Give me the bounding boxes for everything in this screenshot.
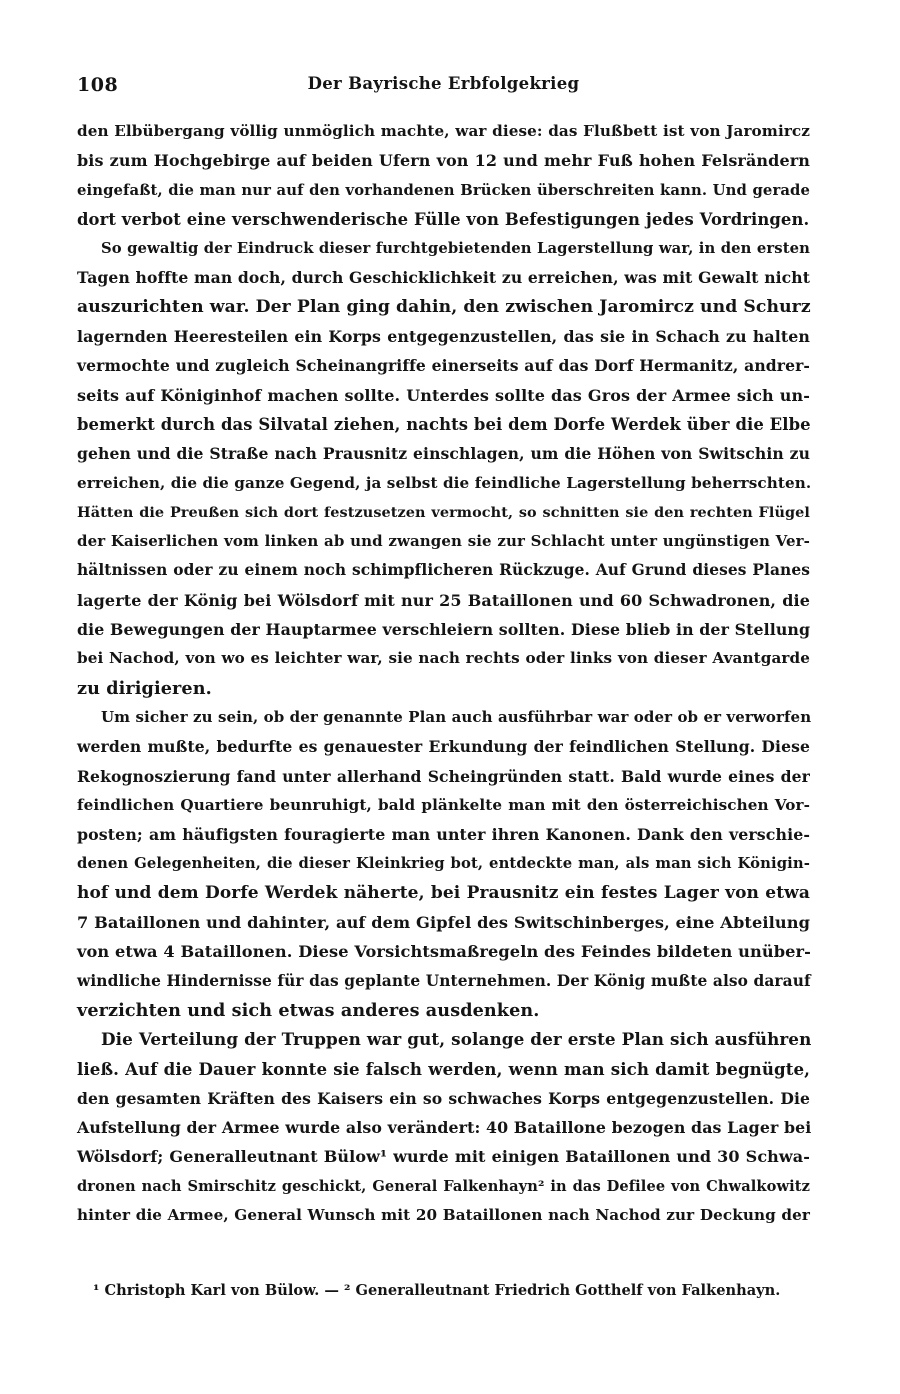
text-line: hinter die Armee, General Wunsch mit 20 Bataillonen nach Nachod zur Deckung der [77,1205,810,1224]
text-line: bei Nachod, von wo es leichter war, sie nach rechts oder links von dieser Avantgarde [77,649,810,668]
text-line: den Elbübergang völlig unmöglich machte, war diese: das Flußbett ist von Jaromircz [77,122,810,140]
footnote-text: ¹ Christoph Karl von Bülow. — ² Generalleutnant Friedrich Gotthelf von Falkenhayn. [93,1282,781,1299]
text-line: von etwa 4 Bataillonen. Diese Vorsichtsmaßregeln des Feindes bildeten unüber- [77,942,812,962]
text-line: Um sicher zu sein, ob der genannte Plan auch ausführbar war oder ob er verworfen [101,707,812,726]
text-line: dort verbot eine verschwenderische Fülle von Befestigungen jedes Vordringen. [77,209,810,229]
text-line: werden mußte, bedurfte es genauester Erkundung der feindlichen Stellung. Diese [77,737,810,757]
text-line: die Bewegungen der Hauptarmee verschleiern sollten. Diese blieb in der Stellung [77,620,811,640]
footnotes [93,1280,810,1302]
page-header [77,74,810,102]
text-line: bis zum Hochgebirge auf beiden Ufern von 12 und mehr Fuß hohen Felsrändern [77,151,810,171]
text-line: gehen und die Straße nach Prausnitz einschlagen, um die Höhen von Switschin zu [77,444,810,464]
text-line: erreichen, die die ganze Gegend, ja selbst die feindliche Lagerstellung beherrschten. [77,473,812,492]
text-line: denen Gelegenheiten, die dieser Kleinkrieg bot, entdeckte man, als man sich Königin- [77,855,810,873]
text-line: lagernden Heeresteilen ein Korps entgegenzustellen, das sie in Schach zu halten [77,327,810,347]
text-line: vermochte und zugleich Scheinangriffe einerseits auf das Dorf Hermanitz, andrer- [77,356,810,376]
text-line: Wölsdorf; Generalleutnant Bülow¹ wurde mit einigen Bataillonen und 30 Schwa- [77,1147,810,1167]
running-title: Der Bayrische Erbfolgekrieg [307,74,580,93]
text-line: 7 Bataillonen und dahinter, auf dem Gipfel des Switschinberges, eine Abteilung [77,913,810,933]
text-line: windliche Hindernisse für das geplante Unternehmen. Der König mußte also darauf [77,971,811,990]
text-line: So gewaltig der Eindruck dieser furchtgebietenden Lagerstellung war, in den ersten [101,240,810,258]
text-line: lagerte der König bei Wölsdorf mit nur 25 Bataillonen und 60 Schwadronen, die [77,590,810,610]
text-line: zu dirigieren. [77,677,212,699]
text-line: ließ. Auf die Dauer konnte sie falsch werden, wenn man sich damit begnügte, [77,1058,810,1079]
text-line: hof und dem Dorfe Werdek näherte, bei Prausnitz ein festes Lager von etwa [77,882,810,903]
text-line: hältnissen oder zu einem noch schimpflicheren Rückzuge. Auf Grund dieses Planes [77,561,810,580]
text-line: Tagen hoffte man doch, durch Geschicklichkeit zu erreichen, was mit Gewalt nicht [77,268,810,288]
text-line: eingefaßt, die man nur auf den vorhandenen Brücken überschreiten kann. Und gerade [77,181,810,199]
text-line: Aufstellung der Armee wurde also verändert: 40 Bataillone bezogen das Lager bei [77,1118,812,1138]
text-line: der Kaiserlichen vom linken ab und zwangen sie zur Schlacht unter ungünstigen Ver- [77,532,810,551]
text-line: Hätten die Preußen sich dort festzusetzen vermocht, so schnitten sie den rechten Flügel [77,503,810,521]
text-line: seits auf Königinhof machen sollte. Unterdes sollte das Gros der Armee sich un- [77,385,810,405]
text-line: den gesamten Kräften des Kaisers ein so schwaches Korps entgegenzustellen. Die [77,1088,810,1108]
text-line: posten; am häufigsten fouragierte man unter ihren Kanonen. Dank den verschie- [77,825,810,845]
text-line: feindlichen Quartiere beunruhigt, bald plänkelte man mit den österreichischen Vor- [77,795,810,814]
text-line: verzichten und sich etwas anderes ausdenken. [77,999,540,1021]
text-line: Die Verteilung der Truppen war gut, solange der erste Plan sich ausführen [101,1029,812,1050]
text-line: dronen nach Smirschitz geschickt, General Falkenhayn² in das Defilee von Chwalkowitz [77,1177,810,1195]
text-line: Rekognoszierung fand unter allerhand Scheingründen statt. Bald wurde eines der [77,766,810,786]
text-line: auszurichten war. Der Plan ging dahin, den zwischen Jaromircz und Schurz [77,296,811,317]
body-text [77,117,810,1230]
page-number: 108 [77,74,119,96]
text-line: bemerkt durch das Silvatal ziehen, nachts bei dem Dorfe Werdek über die Elbe [77,414,811,434]
